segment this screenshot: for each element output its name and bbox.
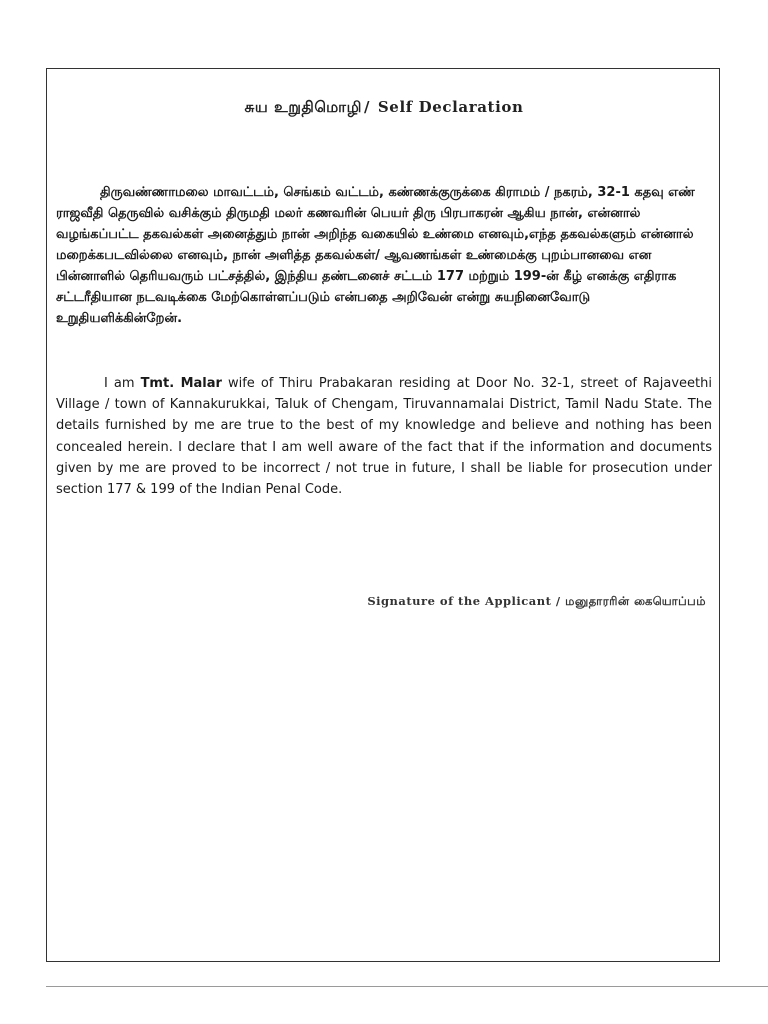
- english-paragraph-prefix: I am: [104, 376, 141, 391]
- english-paragraph-body: wife of Thiru Prabakaran residing at Door No. 32-1, street of Rajaveethi Village / town of Kannakurukkai, Taluk of Chengam, Tiruvannamalai District, Tamil Nadu State. The details furnished by me are true to the best of my knowledge and believe and nothing has been concealed herein. I declare that I am well aware of the fact that if the information and documents given by me are proved to be incorrect / not true in future, I shall be liable for prosecution under section 177 & 199 of the Indian Penal Code.: [56, 376, 712, 498]
- signature-label: Signature of the Applicant / மனுதாரரின் கையொப்பம்: [367, 594, 706, 608]
- title-english: Self Declaration: [377, 98, 524, 116]
- tamil-declaration-paragraph: திருவண்ணாமலை மாவட்டம், செங்கம் வட்டம், கண்ணக்குருக்கை கிராமம் / நகரம், 32-1 கதவு எண் ராஜவீதி தெருவில் வசிக்கும் திருமதி மலர் கணவரின் பெயர் திரு பிரபாகரன் ஆகிய நான், என்னால் வழங்கப்பட்ட தகவல்கள் அனைத்தும் நான் அறிந்த வகையில் உண்மை எனவும்,எந்த தகவல்களும் என்னால் மறைக்கபடவில்லை எனவும், நான் அளித்த தகவல்கள்/ ஆவணங்கள் உண்மைக்கு புறம்பானவை என பின்னாளில் தெரியவரும் பட்சத்தில், இந்திய தண்டனைச் சட்டம் 177 மற்றும் 199-ன் கீழ் எனக்கு எதிராக சட்டரீதியான நடவடிக்கை மேற்கொள்ளப்படும் என்பதை அறிவேன் என்று சுயநினைவோடு உறுதியளிக்கின்றேன்.: [56, 185, 695, 326]
- english-declaration-paragraph: [56, 373, 712, 500]
- applicant-name: Tmt. Malar: [140, 376, 222, 391]
- title-tamil: சுய உறுதிமொழி: [244, 98, 362, 116]
- title-separator: /: [363, 98, 371, 116]
- page-bottom-divider: [46, 986, 768, 987]
- page-title: [0, 98, 768, 118]
